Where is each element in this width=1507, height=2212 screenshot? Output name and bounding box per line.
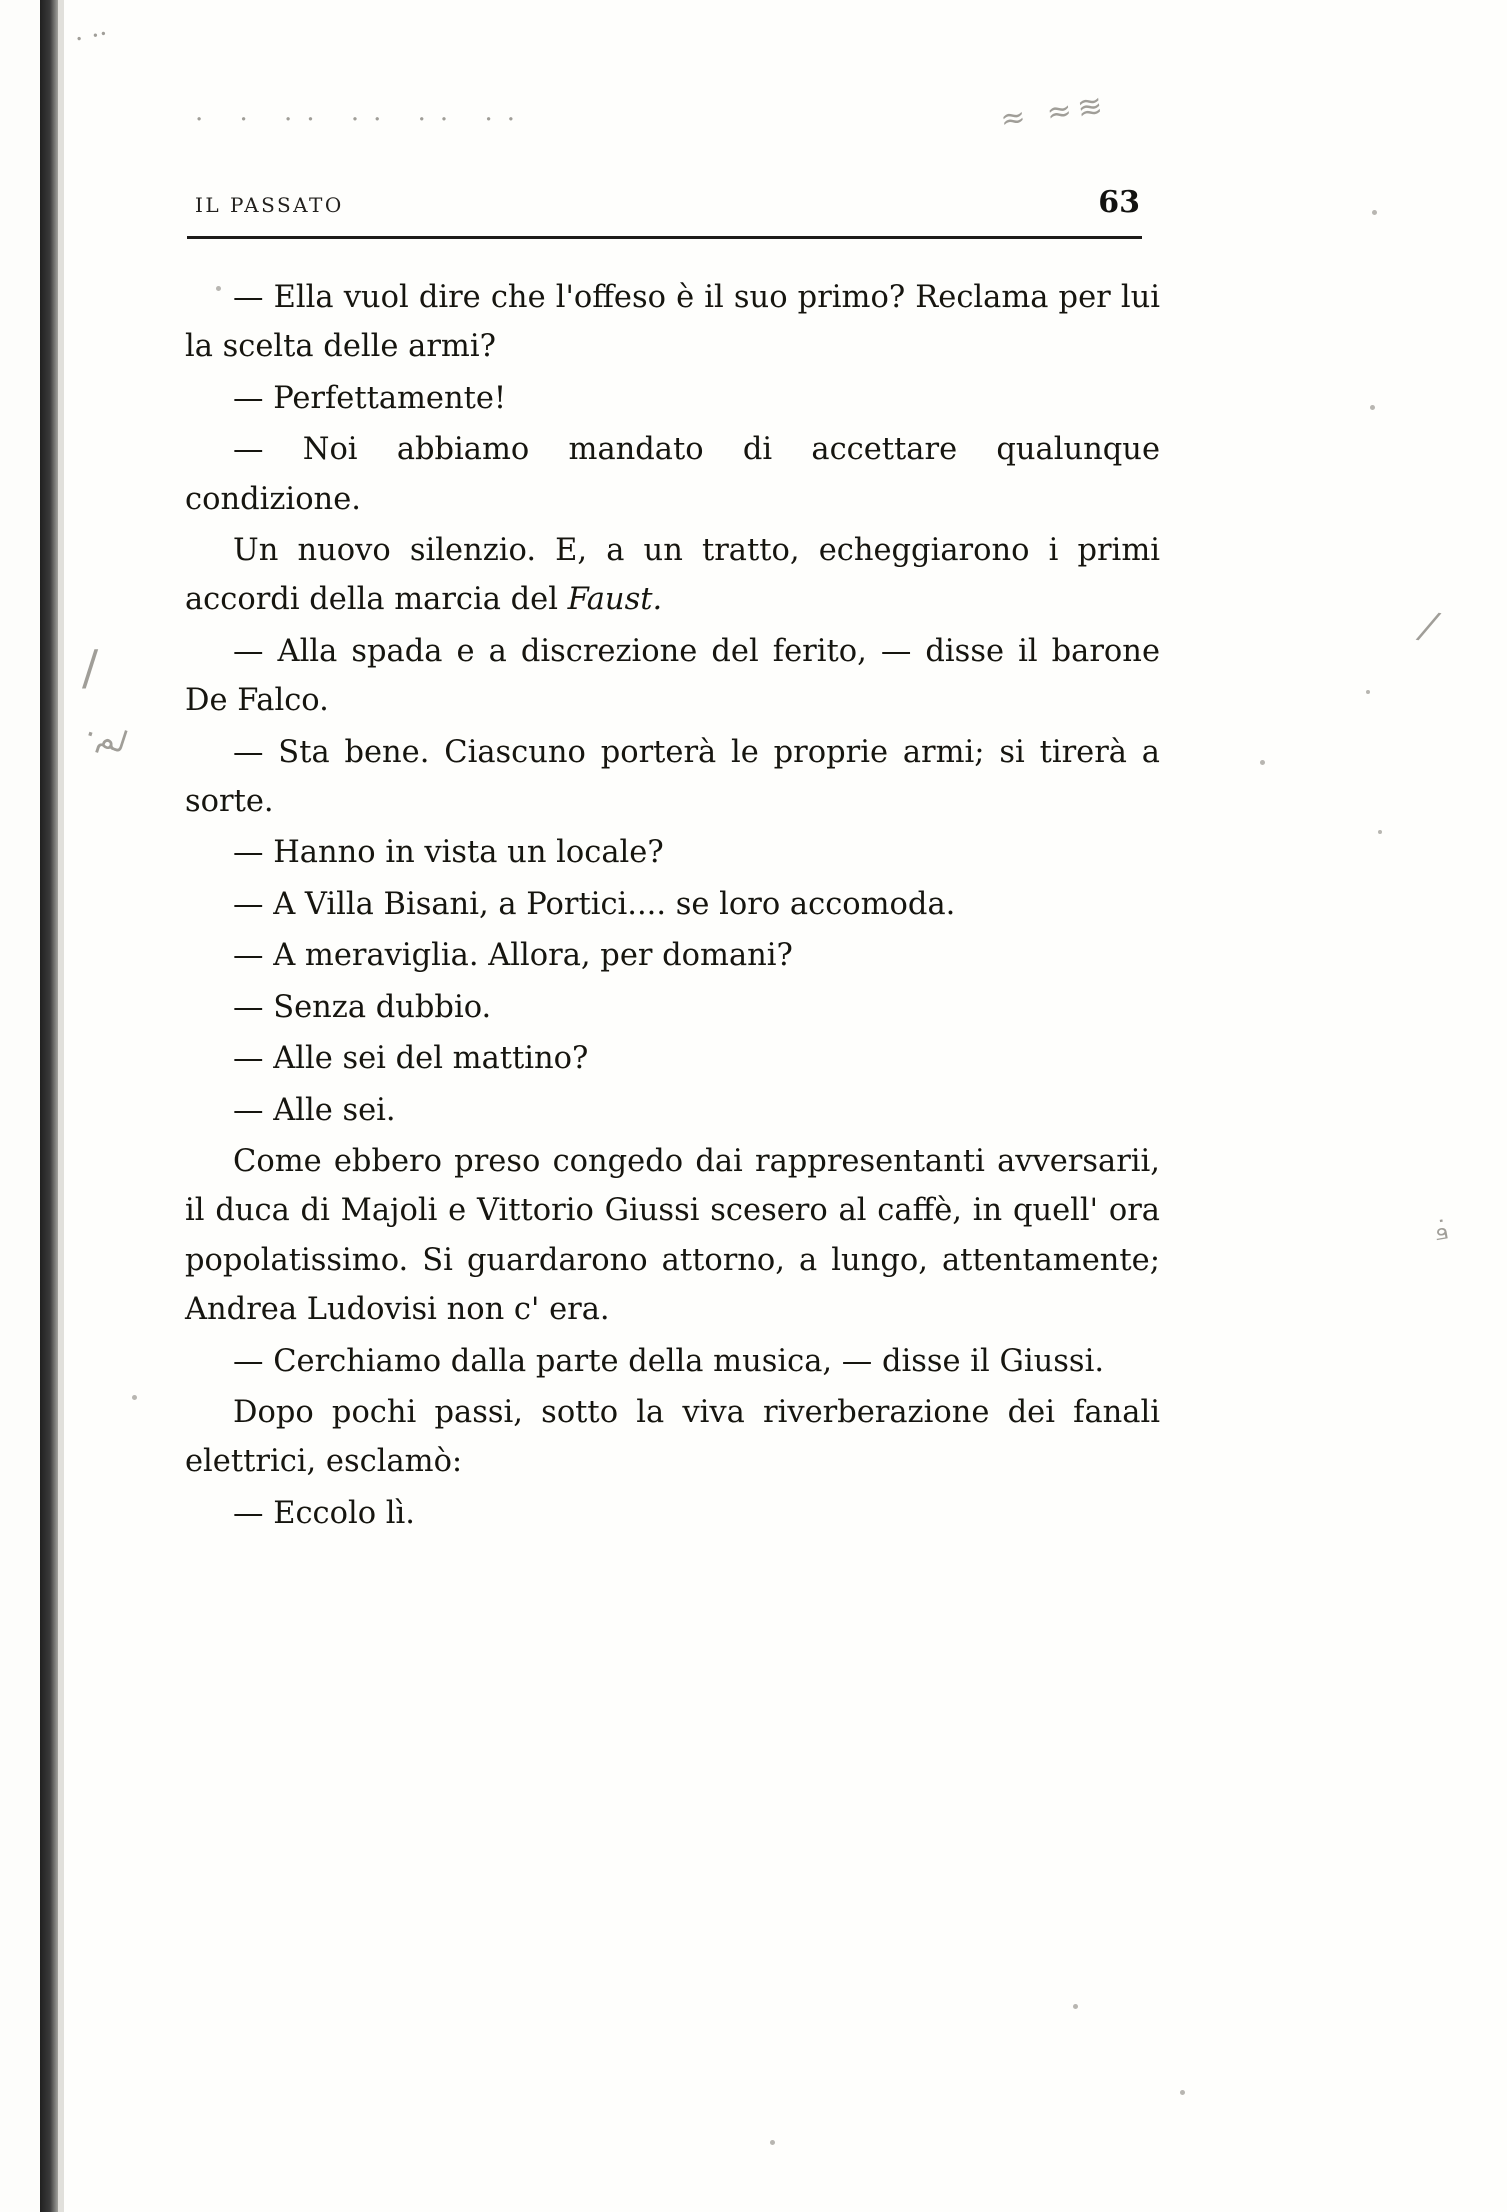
page-content (185, 185, 1160, 1540)
header-rule (187, 236, 1142, 239)
paragraph: Dopo pochi passi, sotto la viva riverberazione dei fanali elettrici, esclamò: (185, 1394, 1160, 1480)
scan-speck (1370, 405, 1375, 410)
scan-smudge-left-mark: ۰لم (77, 713, 132, 762)
scan-smudge-top-right: ≈ ≈≋ (998, 87, 1111, 138)
scan-speck (1180, 2090, 1185, 2095)
body-text (185, 273, 1160, 1538)
scan-smudge-top-left: · ·· (72, 18, 111, 56)
paragraph: — Cerchiamo dalla parte della musica, — disse il Giussi. (233, 1343, 1105, 1379)
paragraph (185, 526, 1160, 625)
scan-speck (1073, 2004, 1078, 2009)
paragraph: — Alle sei. (233, 1092, 396, 1128)
scan-smudge-right-low: ۰ܗ (1428, 1212, 1458, 1243)
paragraph: — Noi abbiamo mandato di accettare qualunque condizione. (185, 432, 1160, 517)
paragraph: — Hanno in vista un locale? (233, 835, 664, 871)
paragraph: — Senza dubbio. (233, 989, 492, 1025)
paragraph: — Alle sei del mattino? (233, 1041, 589, 1077)
paragraph: Come ebbero preso congedo dai rappresentanti avversarii, il duca di Majoli e Vittorio Giussi scesero al caffè, in quell' ora popolatissimo. Si guardarono attorno, a lungo, attentamente; Andrea Ludovisi non c' era. (185, 1143, 1160, 1328)
paragraph: — Eccolo lì. (233, 1495, 416, 1531)
scan-speck (1378, 830, 1382, 834)
running-head: IL PASSATO (195, 193, 344, 217)
paragraph: — Ella vuol dire che l'offeso è il suo primo? Reclama per lui la scelta delle armi? (185, 280, 1160, 365)
paragraph: — Perfettamente! (233, 380, 507, 416)
page-header (195, 185, 1140, 220)
paragraph: — A meraviglia. Allora, per domani? (233, 938, 793, 974)
scan-smudge-left-slash: / (82, 640, 99, 696)
paragraph: — Alla spada e a discrezione del ferito, — disse il barone De Falco. (185, 633, 1160, 719)
scan-speck (132, 1395, 137, 1400)
scan-smudge-right-streak: ⁄ (1421, 604, 1436, 652)
page-number: 63 (1098, 185, 1140, 220)
scan-speck (1260, 760, 1265, 765)
paragraph: — Sta bene. Ciascuno porterà le proprie armi; si tirerà a sorte. (185, 734, 1160, 820)
paragraph-text: Un nuovo silenzio. E, a un tratto, echeggiarono i primi accordi della marcia del (185, 533, 1160, 618)
scan-speck (1372, 210, 1377, 215)
scan-speck (1366, 690, 1370, 694)
italic-title: Faust. (567, 582, 663, 618)
scan-smudge-top-band: · · ·· ·· ·· ·· (195, 105, 529, 135)
book-gutter-shadow (40, 0, 58, 2212)
paragraph: — A Villa Bisani, a Portici.... se loro accomoda. (233, 886, 956, 922)
scan-speck (770, 2140, 775, 2145)
